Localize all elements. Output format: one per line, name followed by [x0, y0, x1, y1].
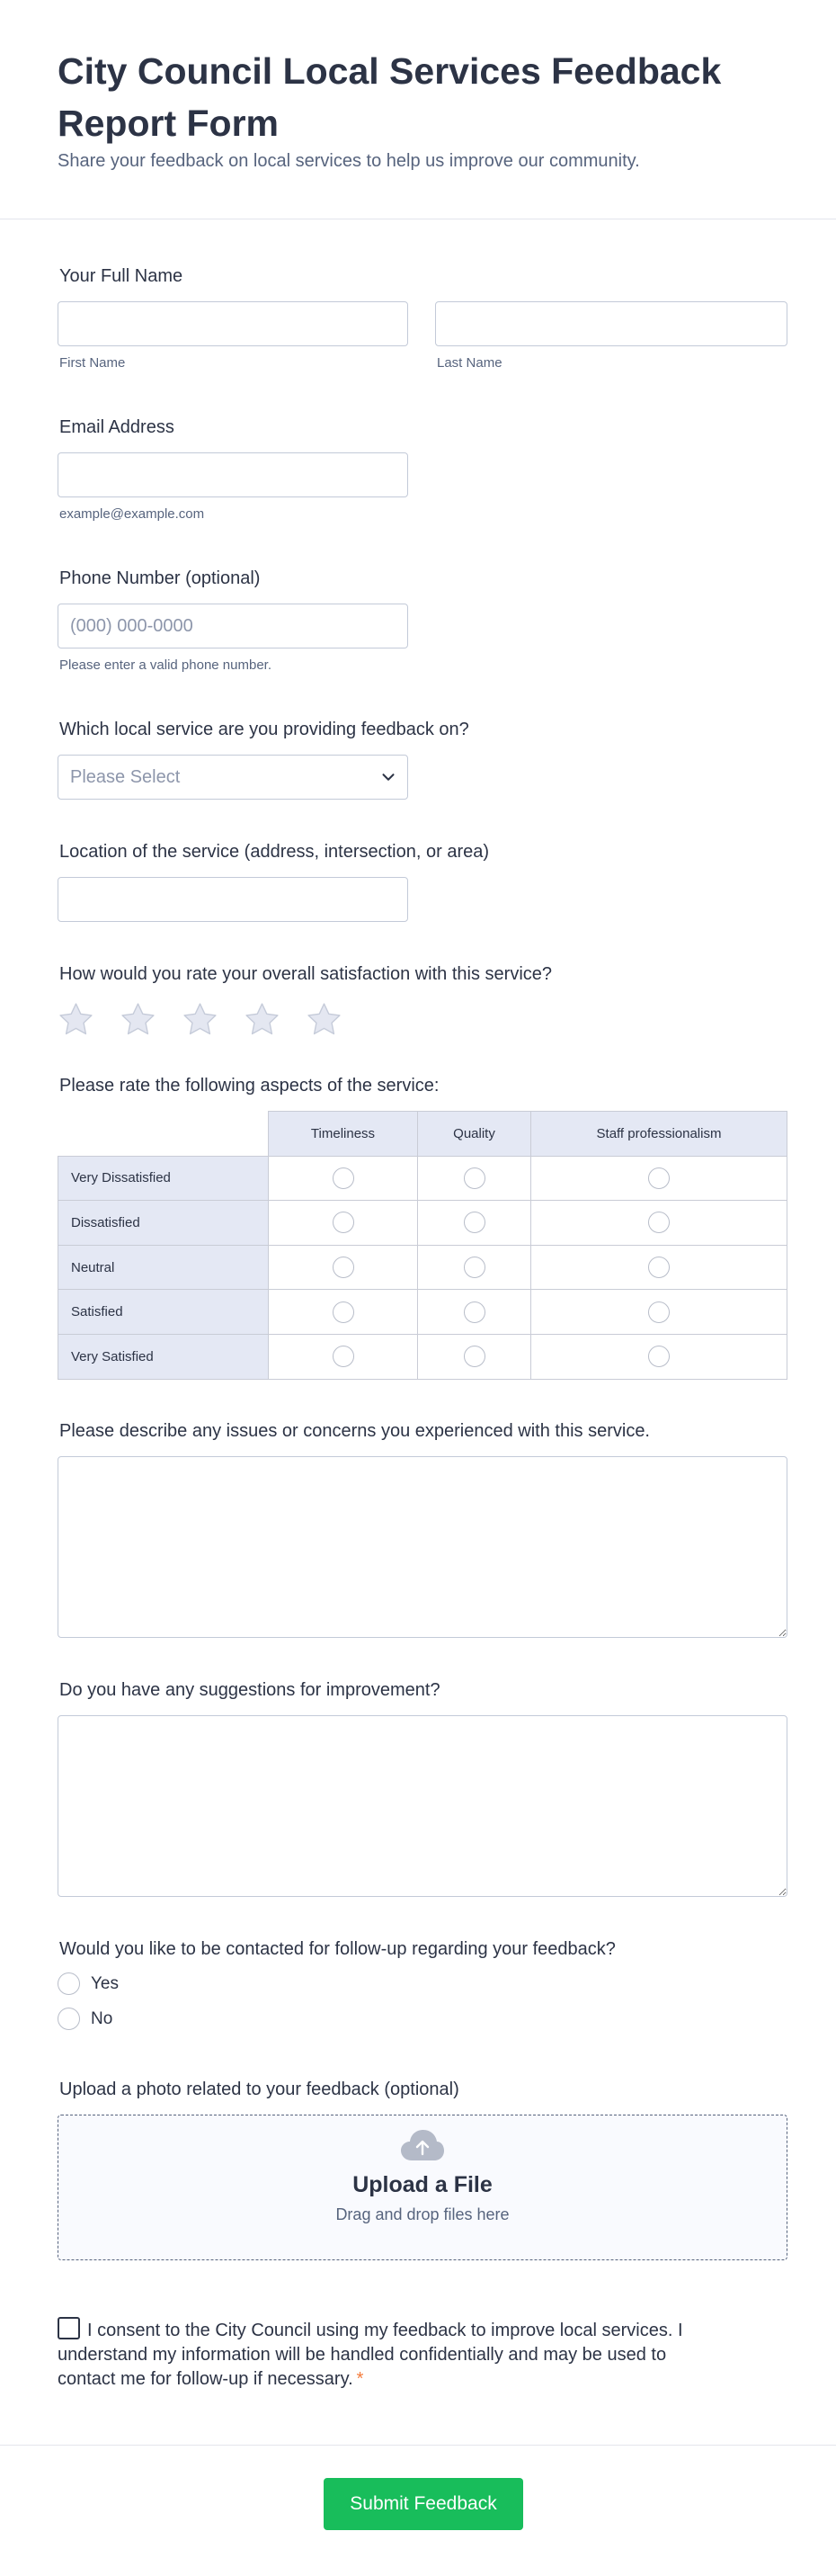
matrix-radio[interactable] [648, 1257, 670, 1278]
consent-field [58, 2317, 705, 2392]
matrix-radio[interactable] [333, 1346, 354, 1367]
matrix-radio[interactable] [333, 1167, 354, 1189]
location-input[interactable] [58, 877, 408, 922]
matrix-radio[interactable] [464, 1212, 485, 1233]
service-select-value: Please Select [70, 767, 181, 787]
star-icon[interactable] [120, 1001, 156, 1038]
matrix-radio[interactable] [464, 1346, 485, 1367]
radio-yes-label: Yes [91, 1973, 119, 1993]
radio-no-label: No [91, 2008, 113, 2028]
upload-field [58, 2080, 787, 2260]
consent-checkbox[interactable] [58, 2317, 80, 2339]
matrix-row-header: Very Dissatisfied [58, 1156, 269, 1201]
issues-label: Please describe any issues or concerns you experienced with this service. [59, 1421, 650, 1441]
matrix-radio[interactable] [464, 1301, 485, 1323]
matrix-row [58, 1290, 787, 1335]
followup-field [58, 1939, 616, 2043]
matrix-radio[interactable] [333, 1212, 354, 1233]
matrix-col-header: Quality [418, 1112, 531, 1157]
first-name-input[interactable] [58, 301, 408, 346]
last-name-input[interactable] [435, 301, 787, 346]
radio-yes[interactable] [58, 1972, 80, 1995]
star-icon[interactable] [58, 1001, 94, 1038]
email-sublabel: example@example.com [59, 506, 205, 522]
matrix-row [58, 1334, 787, 1379]
rating-matrix [58, 1111, 787, 1380]
matrix-col-header: Staff professionalism [531, 1112, 787, 1157]
matrix-row-header: Satisfied [58, 1290, 269, 1335]
service-label: Which local service are you providing feedback on? [59, 720, 469, 739]
consent-text: I consent to the City Council using my feedback to improve local services. I understand my information will be handled confidentially and may be used to contact me for follow-up if necessary. [58, 2321, 683, 2389]
matrix-radio[interactable] [648, 1167, 670, 1189]
rating-label: How would you rate your overall satisfaction with this service? [59, 964, 553, 984]
page-subtitle: Share your feedback on local services to help us improve our community. [58, 151, 640, 171]
location-label: Location of the service (address, intersection, or area) [59, 842, 490, 862]
phone-label: Phone Number (optional) [59, 568, 261, 588]
matrix-col-header: Timeliness [269, 1112, 418, 1157]
suggestions-field [58, 1680, 787, 1897]
submit-button[interactable]: Submit Feedback [324, 2478, 523, 2530]
form-footer [0, 2445, 836, 2576]
last-name-sublabel: Last Name [437, 355, 502, 371]
suggestions-label: Do you have any suggestions for improvement? [59, 1680, 440, 1700]
matrix-radio[interactable] [648, 1212, 670, 1233]
star-icon[interactable] [306, 1001, 342, 1038]
consent-block [58, 2317, 705, 2392]
matrix-row [58, 1201, 787, 1246]
matrix-corner [58, 1112, 269, 1157]
cloud-upload-icon [399, 2128, 446, 2164]
phone-sublabel: Please enter a valid phone number. [59, 657, 271, 673]
first-name-sublabel: First Name [59, 355, 126, 371]
matrix-radio[interactable] [648, 1346, 670, 1367]
issues-textarea[interactable] [58, 1456, 787, 1638]
full-name-label: Your Full Name [59, 266, 183, 286]
matrix-row [58, 1156, 787, 1201]
required-asterisk: * [356, 2369, 364, 2389]
star-icon[interactable] [182, 1001, 218, 1038]
satisfaction-rating-field [58, 964, 552, 1038]
issues-field [58, 1421, 787, 1638]
followup-option-yes[interactable] [58, 1972, 616, 1995]
followup-option-no[interactable] [58, 2008, 616, 2030]
followup-label: Would you like to be contacted for follow-up regarding your feedback? [59, 1939, 616, 1959]
email-input[interactable] [58, 452, 408, 497]
phone-field [58, 568, 408, 673]
file-dropzone[interactable] [58, 2115, 787, 2260]
upload-label: Upload a photo related to your feedback (optional) [59, 2080, 459, 2099]
matrix-radio[interactable] [333, 1257, 354, 1278]
upload-hint: Drag and drop files here [335, 2205, 510, 2223]
star-icon[interactable] [244, 1001, 280, 1038]
service-field [58, 720, 469, 800]
suggestions-textarea[interactable] [58, 1715, 787, 1897]
matrix-radio[interactable] [464, 1257, 485, 1278]
service-select[interactable] [58, 755, 408, 800]
form-header [0, 0, 836, 219]
phone-input[interactable] [58, 604, 408, 648]
matrix-radio[interactable] [464, 1167, 485, 1189]
page-title: City Council Local Services Feedback Report Form [58, 50, 722, 144]
location-field [58, 842, 489, 922]
chevron-down-icon [378, 767, 398, 787]
matrix-row-header: Dissatisfied [58, 1201, 269, 1246]
email-field [58, 417, 408, 522]
matrix-row-header: Very Satisfied [58, 1334, 269, 1379]
upload-title: Upload a File [352, 2172, 493, 2197]
star-rating [58, 999, 552, 1038]
matrix-radio[interactable] [333, 1301, 354, 1323]
email-label: Email Address [59, 417, 174, 437]
matrix-radio[interactable] [648, 1301, 670, 1323]
matrix-row-header: Neutral [58, 1245, 269, 1290]
aspects-matrix-field [58, 1076, 787, 1380]
full-name-field [58, 266, 787, 371]
matrix-label: Please rate the following aspects of the service: [59, 1076, 440, 1096]
matrix-row [58, 1245, 787, 1290]
radio-no[interactable] [58, 2008, 80, 2030]
